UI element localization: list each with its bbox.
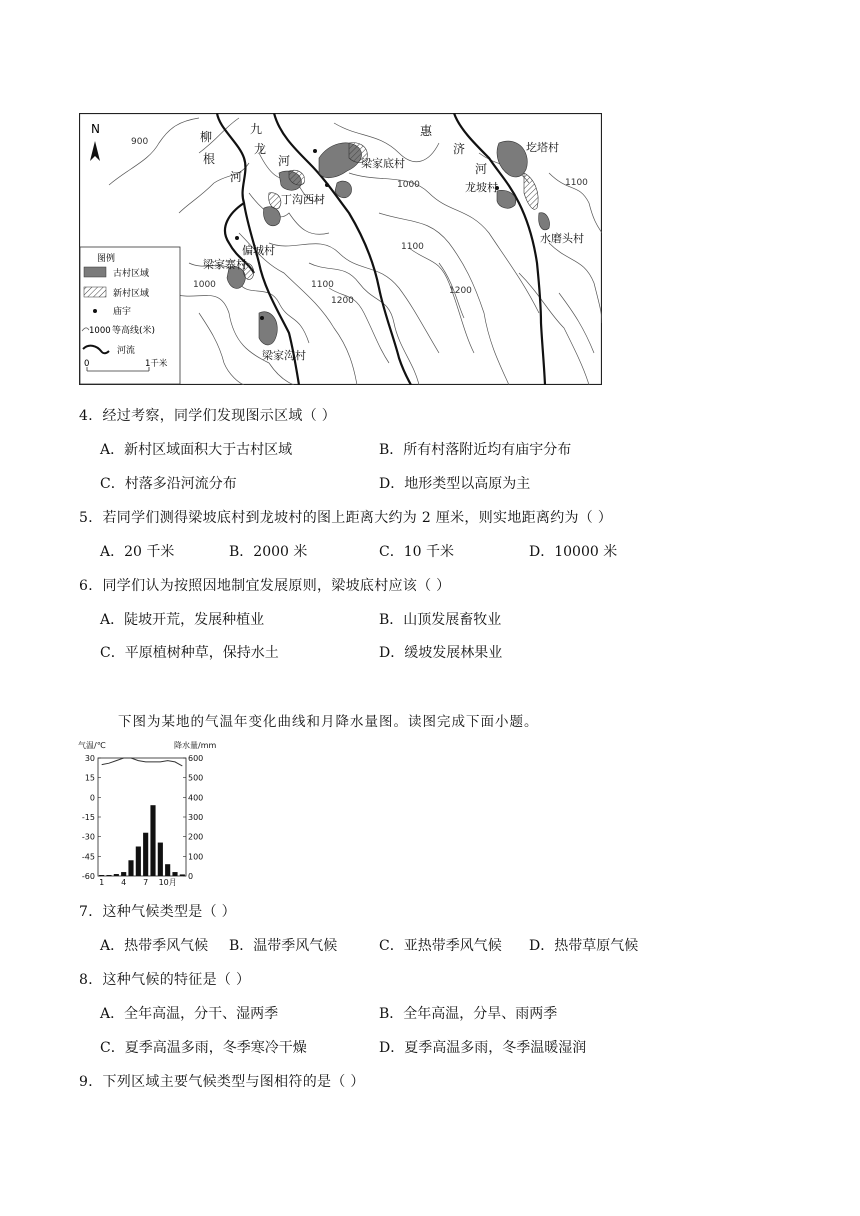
river-label: 九 [250,122,263,136]
precip-bar [136,847,141,877]
q5-option-b[interactable]: B．2000 米 [229,544,308,560]
precip-tick-label: 0 [188,872,194,881]
precip-bar [106,875,111,876]
intro-text: 下图为某地的气温年变化曲线和月降水量图。读图完成下面小题。 [118,714,539,730]
village-label: 梁家寨村 [203,258,247,271]
climate-chart [76,738,226,890]
precip-tick-label: 100 [188,852,204,862]
q8-option-c[interactable]: C．夏季高温多雨，冬季寒冷干燥 [100,1040,307,1056]
plot-frame [98,758,186,876]
q4-option-b[interactable]: B．所有村落附近均有庙宇分布 [379,442,572,458]
precip-tick-label: 200 [188,832,204,842]
north-label: N [91,122,100,136]
river-label: 惠 [420,124,433,138]
contour-label: 1000 [193,280,216,290]
precip-bar [121,872,126,876]
village-label: 梁家底村 [361,157,405,170]
q7-option-b[interactable]: B．温带季风气候 [229,938,338,954]
q5-option-c[interactable]: C．10 千米 [379,544,454,560]
legend-scale-km: 1千米 [145,359,168,369]
q8-option-a[interactable]: A．全年高温，分干、湿两季 [100,1006,279,1022]
precip-bar [172,872,177,876]
river-label: 龙 [254,142,267,156]
map-legend [80,247,180,384]
legend-old: 古村区域 [113,269,150,279]
question-9-stem: 9．下列区域主要气候类型与图相符的是（ ） [79,1074,365,1090]
q5-option-a[interactable]: A．20 千米 [100,544,175,560]
contour-label: 1200 [331,296,354,306]
temp-tick-label: -45 [81,852,95,862]
river-label: 河 [475,162,488,176]
village-label: 龙坡村 [465,181,498,194]
question-7-stem: 7．这种气候类型是（ ） [79,904,236,920]
q8-option-b[interactable]: B．全年高温，分旱、雨两季 [379,1006,558,1022]
precip-bar [150,805,155,876]
precip-tick-label: 600 [188,754,204,763]
question-6-stem: 6．同学们认为按照因地制宜发展原则，梁坡底村应该（ ） [79,578,451,594]
contour-label: 1100 [565,178,588,188]
precip-bar [143,833,148,876]
x-tick-label: 7 [143,878,149,887]
temp-tick-label: -60 [81,872,95,881]
y-axis-title: 气温/℃ [78,741,106,750]
village-map [79,113,602,385]
q6-option-c[interactable]: C．平原植树种草，保持水土 [100,645,279,661]
q7-option-c[interactable]: C．亚热带季风气候 [379,938,502,954]
village-label: 水磨头村 [540,232,584,245]
temperature-line [102,758,183,766]
question-4-stem: 4．经过考察，同学们发现图示区域（ ） [79,408,337,424]
q4-option-d[interactable]: D．地形类型以高原为主 [379,476,531,492]
contour-label: 1100 [401,242,424,252]
precip-bar [165,864,170,876]
legend-river: 河流 [117,346,136,356]
precip-bar [114,874,119,876]
q8-option-d[interactable]: D．夏季高温多雨，冬季温暖湿润 [379,1040,587,1056]
river-label: 济 [453,142,466,156]
temp-tick-label: 30 [84,754,95,763]
temp-tick-label: -30 [81,832,95,842]
q7-option-a[interactable]: A．热带季风气候 [100,938,209,954]
precip-tick-label: 300 [188,813,204,822]
contour-label: 900 [131,137,149,147]
question-5-stem: 5．若同学们测得梁坡底村到龙坡村的图上距离大约为 2 厘米，则实地距离约为（ ） [79,510,613,526]
legend-contour: 等高线(米) [112,326,156,336]
river-label: 根 [203,152,216,166]
precip-bar [99,875,104,876]
x-tick-label: 10月 [158,878,177,887]
legend-title: 图例 [97,254,116,264]
river-label: 河 [278,154,291,168]
legend-new: 新村区域 [113,289,150,299]
x-tick-label: 4 [121,878,127,887]
temp-tick-label: 0 [89,793,95,803]
precip-bar [128,860,133,876]
q7-option-d[interactable]: D．热带草原气候 [529,938,639,954]
precip-bar [158,843,163,876]
question-8-stem: 8．这种气候的特征是（ ） [79,972,251,988]
contour-label: 1100 [311,280,334,290]
precip-bar [180,874,185,876]
q4-option-c[interactable]: C．村落多沿河流分布 [100,476,237,492]
contour-label: 1200 [449,286,472,296]
village-label: 梁家沟村 [262,349,306,362]
legend-scale-zero: 0 [84,359,90,369]
temp-tick-label: 15 [84,773,95,783]
y2-axis-title: 降水量/mm [174,741,217,750]
q4-option-a[interactable]: A．新村区域面积大于古村区域 [100,442,293,458]
q6-option-d[interactable]: D．缓坡发展林果业 [379,645,503,661]
temp-tick-label: -15 [81,813,95,822]
village-label: 圪塔村 [526,141,559,154]
legend-temple: 庙宇 [113,307,132,317]
q5-option-d[interactable]: D．10000 米 [529,544,618,560]
river-label: 河 [230,170,243,184]
legend-contour-sample: 1000 [89,326,111,336]
river-label: 柳 [200,130,213,144]
x-tick-label: 1 [99,878,105,887]
precip-tick-label: 500 [188,773,204,783]
precip-tick-label: 400 [188,793,204,803]
village-label: 偏城村 [242,244,275,257]
q6-option-a[interactable]: A．陡坡开荒，发展种植业 [100,612,265,628]
contour-label: 1000 [397,180,420,190]
q6-option-b[interactable]: B．山顶发展畜牧业 [379,612,502,628]
village-label: 丁沟西村 [281,193,325,206]
